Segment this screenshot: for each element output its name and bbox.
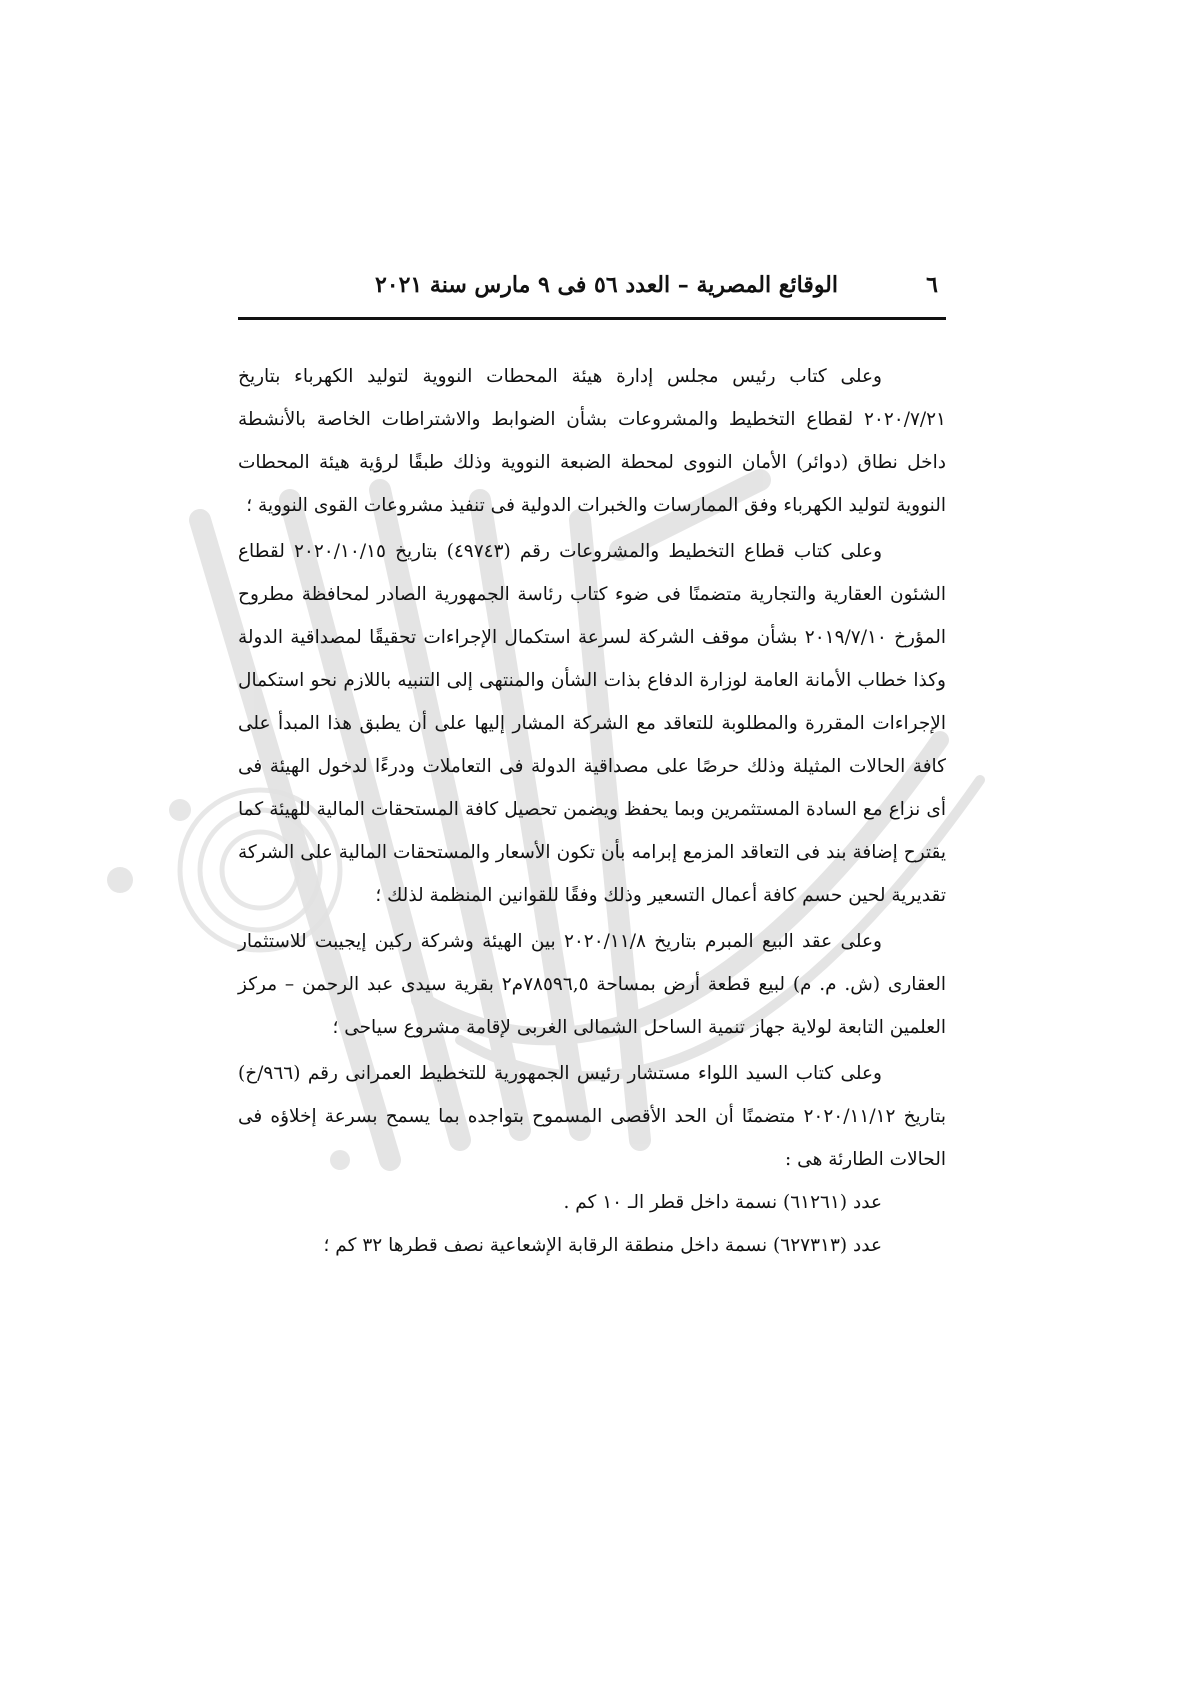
- page-number: ٦: [926, 272, 938, 298]
- paragraph: وعلى كتاب قطاع التخطيط والمشروعات رقم (٤٩٧٤٣) بتاريخ ٢٠٢٠/١٠/١٥ لقطاع الشئون العقارية والتجارية متضمنًا فى ضوء كتاب رئاسة الجمهورية الصادر لمحافظة مطروح المؤرخ ٢٠١٩/٧/١٠ بشأن موقف الشركة لسرعة استكمال الإجراءات تحقيقًا لمصداقية الدولة وكذا خطاب الأمانة العامة لوزارة الدفاع بذات الشأن والمنتهى إلى التنبيه باللازم نحو استكمال الإجراءات المقررة والمطلوبة للتعاقد مع الشركة المشار إليها على أن يطبق هذا المبدأ على كافة الحالات المثيلة وذلك حرصًا على مصداقية الدولة فى التعاملات ودرءًا لدخول الهيئة فى أى نزاع مع السادة المستثمرين وبما يحفظ ويضمن تحصيل كافة المستحقات المالية للهيئة كما يقترح إضافة بند فى التعاقد المزمع إبرامه بأن تكون الأسعار والمستحقات المالية على الشركة تقديرية لحين حسم كافة أعمال التسعير وذلك وفقًا للقوانين المنظمة لذلك ؛: [238, 541, 947, 906]
- body-text: [238, 355, 946, 1267]
- count-line: عدد (٦٢٧٣١٣) نسمة داخل منطقة الرقابة الإشعاعية نصف قطرها ٣٢ كم ؛: [323, 1235, 882, 1256]
- count-line: عدد (٦١٢٦١) نسمة داخل قطر الـ ١٠ كم .: [563, 1192, 882, 1213]
- header-rule: [238, 317, 946, 320]
- paragraph: وعلى كتاب السيد اللواء مستشار رئيس الجمهورية للتخطيط العمرانى رقم (٩٦٦/خ) بتاريخ ٢٠٢٠/١١/١٢ متضمنًا أن الحد الأقصى المسموح بتواجده بما يسمح بسرعة إخلاؤه فى الحالات الطارئة هى :: [238, 1063, 946, 1170]
- paragraph: وعلى عقد البيع المبرم بتاريخ ٢٠٢٠/١١/٨ بين الهيئة وشركة ركين إيجيبت للاستثمار العقارى (ش. م. م) لبيع قطعة أرض بمساحة ٧٨٥٩٦,٥م٢ بقرية سيدى عبد الرحمن – مركز العلمين التابعة لولاية جهاز تنمية الساحل الشمالى الغربى لإقامة مشروع سياحى ؛: [238, 931, 946, 1038]
- paragraph: وعلى كتاب رئيس مجلس إدارة هيئة المحطات النووية لتوليد الكهرباء بتاريخ ٢٠٢٠/٧/٢١ لقطاع التخطيط والمشروعات بشأن الضوابط والاشتراطات الخاصة بالأنشطة داخل نطاق (دوائر) الأمان النووى لمحطة الضبعة النووية وذلك طبقًا لرؤية هيئة المحطات النووية لتوليد الكهرباء وفق الممارسات والخبرات الدولية فى تنفيذ مشروعات القوى النووية ؛: [238, 366, 946, 516]
- running-title: الوقائع المصرية – العدد ٥٦ فى ٩ مارس سنة ٢٠٢١: [374, 272, 838, 298]
- page-header: [238, 270, 946, 316]
